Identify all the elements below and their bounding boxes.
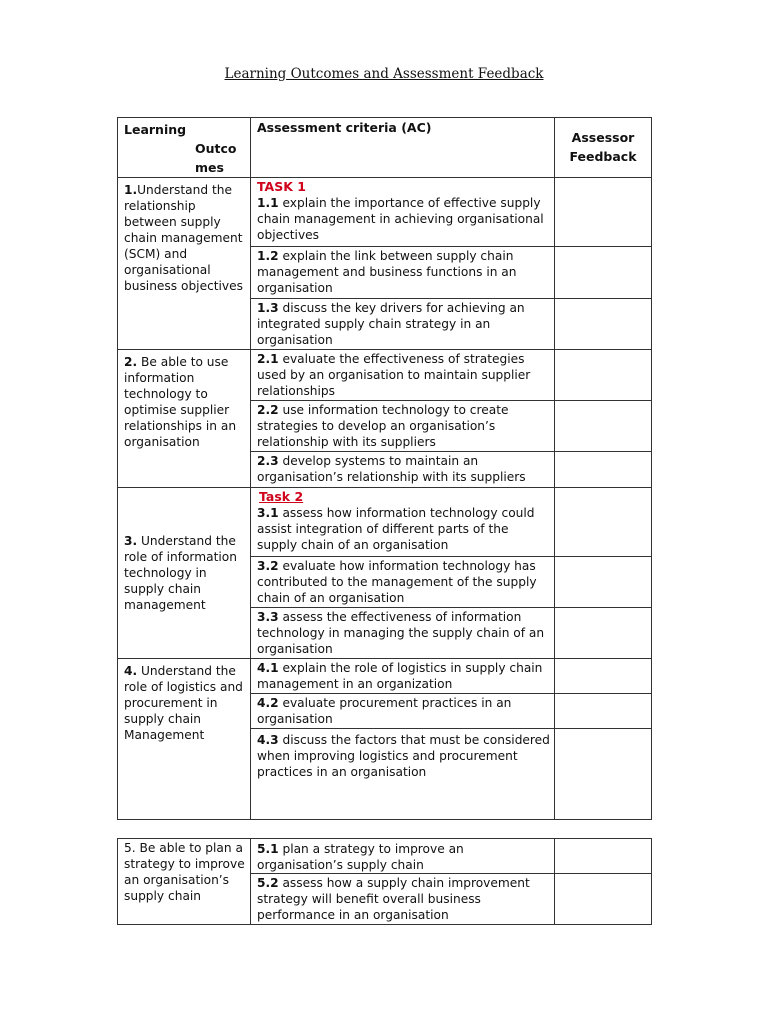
feedback-cell[interactable] [555,557,652,608]
feedback-cell[interactable] [555,488,652,557]
header-row [118,118,652,178]
criterion-3-2: 3.2 evaluate how information technology has contributed to the management of the supply chain of an organisation [251,557,555,608]
criterion-5-1: 5.1 plan a strategy to improve an organisation’s supply chain [251,839,555,874]
table-row [118,350,652,401]
criterion-3-3: 3.3 assess the effectiveness of information technology in managing the supply chain of an organisation [251,608,555,659]
criterion-4-3: 4.3 discuss the factors that must be considered when improving logistics and procurement practices in an organisation [251,729,555,820]
criterion-1-3: 1.3 discuss the key drivers for achieving an integrated supply chain strategy in an organisation [251,299,555,350]
feedback-cell[interactable] [555,694,652,729]
table-row [118,839,652,874]
criterion-3-1: Task 2 3.1 assess how information technology could assist integration of different parts of the supply chain of an organisation [251,488,555,557]
criterion-5-2: 5.2 assess how a supply chain improvement strategy will benefit overall business performance in an organisation [251,874,555,925]
criterion-2-1: 2.1 evaluate the effectiveness of strategies used by an organisation to maintain supplier relationships [251,350,555,401]
criterion-2-2: 2.2 use information technology to create strategies to develop an organisation’s relationship with its suppliers [251,401,555,452]
task-1-label: TASK 1 [257,179,306,194]
table-row [118,488,652,557]
learning-outcome-1: 1.Understand the relationship between supply chain management (SCM) and organisational business objectives [118,178,251,350]
feedback-cell[interactable] [555,178,652,247]
learning-outcomes-header: Learning Outco mes [118,118,251,178]
page-title: Learning Outcomes and Assessment Feedback [224,66,544,82]
feedback-cell[interactable] [555,874,652,925]
feedback-cell[interactable] [555,659,652,694]
outcomes-table [117,117,652,820]
feedback-cell[interactable] [555,839,652,874]
learning-outcome-3: 3. Understand the role of information technology in supply chain management [118,488,251,659]
feedback-cell[interactable] [555,608,652,659]
feedback-cell[interactable] [555,452,652,488]
table-row [118,178,652,247]
task-2-label: Task 2 [259,489,304,504]
learning-outcome-2: 2. Be able to use information technology to optimise supplier relationships in an organisation [118,350,251,488]
table-row [118,659,652,694]
feedback-cell[interactable] [555,350,652,401]
learning-outcome-4: 4. Understand the role of logistics and procurement in supply chain Management [118,659,251,820]
outcome-5-table [117,838,652,925]
feedback-cell[interactable] [555,247,652,299]
feedback-cell[interactable] [555,729,652,820]
feedback-cell[interactable] [555,401,652,452]
criterion-1-2: 1.2 explain the link between supply chain management and business functions in an organisation [251,247,555,299]
assessment-criteria-header: Assessment criteria (AC) [251,118,555,178]
learning-outcome-5: 5. Be able to plan a strategy to improve an organisation’s supply chain [118,839,251,925]
criterion-1-1: TASK 1 1.1 explain the importance of effective supply chain management in achieving organisational objectives [251,178,555,247]
feedback-cell[interactable] [555,299,652,350]
criterion-2-3: 2.3 develop systems to maintain an organisation’s relationship with its suppliers [251,452,555,488]
criterion-4-1: 4.1 explain the role of logistics in supply chain management in an organization [251,659,555,694]
assessor-feedback-header: Assessor Feedback [555,118,652,178]
criterion-4-2: 4.2 evaluate procurement practices in an organisation [251,694,555,729]
